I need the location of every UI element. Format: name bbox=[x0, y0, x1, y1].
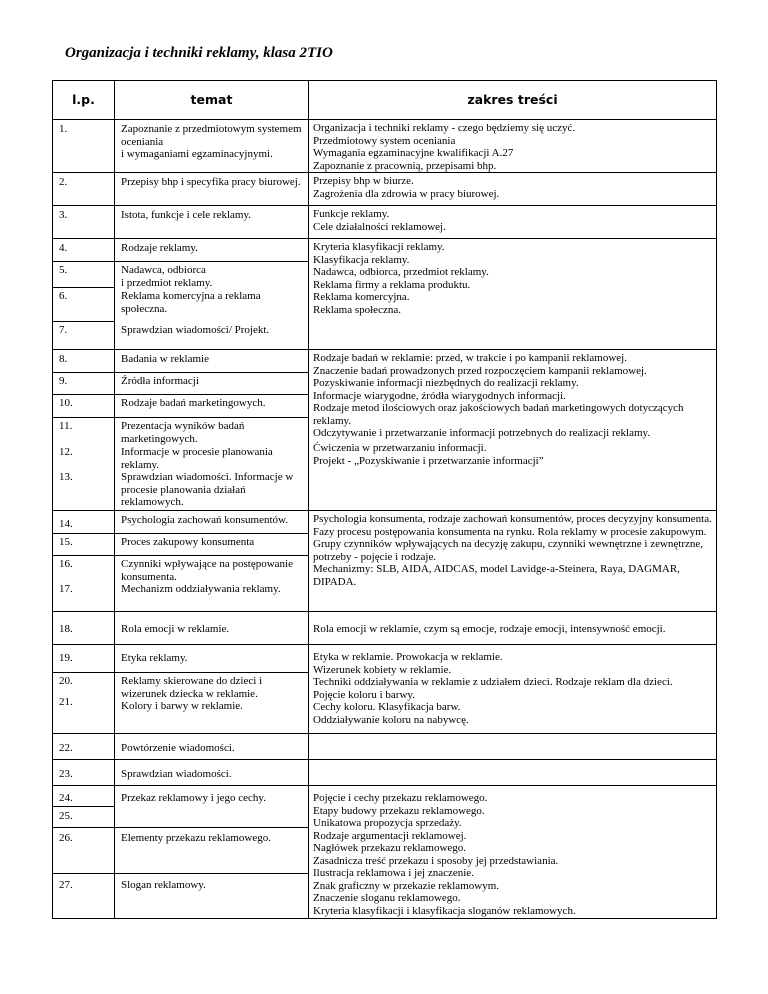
lp-cell: 14. bbox=[59, 518, 73, 530]
header-lp: l.p. bbox=[53, 81, 115, 120]
document-title: Organizacja i techniki reklamy, klasa 2TIO bbox=[65, 45, 333, 61]
table-row bbox=[53, 173, 717, 206]
temat-cell: Reklamy skierowane do dzieci i wizerunek dziecka w reklamie. bbox=[121, 675, 263, 700]
lp-cell: 23. bbox=[53, 760, 115, 786]
lp-cell: 11. bbox=[59, 420, 73, 432]
lp-cell: 17. bbox=[59, 583, 73, 595]
table-row bbox=[53, 206, 717, 239]
temat-cell: Czynniki wpływające na postępowanie konsumenta. bbox=[121, 558, 293, 583]
temat-cell: Źródła informacji bbox=[121, 375, 199, 387]
header-zakres: zakres treści bbox=[309, 81, 717, 120]
lp-cell: 6. bbox=[59, 290, 68, 302]
temat-cell: Rodzaje badań marketingowych. bbox=[121, 397, 266, 409]
lp-cell: 22. bbox=[53, 734, 115, 760]
lp-cell: 20. bbox=[59, 675, 73, 687]
temat-cell: Slogan reklamowy. bbox=[121, 879, 206, 891]
zakres-cell: Rola emocji w reklamie, czym są emocje, rodzaje emocji, intensywność emocji. bbox=[309, 612, 717, 645]
temat-cell: Rola emocji w reklamie. bbox=[115, 612, 309, 645]
header-row bbox=[53, 81, 717, 120]
lp-cell: 3. bbox=[53, 206, 115, 239]
zakres-cell bbox=[309, 760, 717, 786]
lp-cell: 4. bbox=[59, 242, 68, 254]
lp-cell: 26. bbox=[59, 832, 73, 844]
lp-cell: 7. bbox=[59, 324, 68, 336]
lp-cell: 1. bbox=[53, 120, 115, 173]
table-row-group bbox=[53, 511, 717, 612]
temat-cell: Przekaz reklamowy i jego cechy. bbox=[121, 792, 266, 804]
lp-cell: 13. bbox=[59, 471, 73, 483]
zakres-cell: Ćwiczenia w przetwarzaniu informacji. Projekt - „Pozyskiwanie i przetwarzanie informacji” bbox=[313, 442, 544, 467]
lp-cell: 2. bbox=[53, 173, 115, 206]
zakres-cell: Pojęcie i cechy przekazu reklamowego. Etapy budowy przekazu reklamowego. Unikatowa propozycja sprzedaży. Rodzaje argumentacji reklamowej. Nagłówek przekazu reklamowego. Zasadnicza treść przekazu i sposoby jej przedstawiania. Ilustracja reklamowa i jej znaczenie. Znak graficzny w przekazie reklamowym. Znaczenie sloganu reklamowego. Kryteria klasyfikacji i klasyfikacja sloganów reklamowych. bbox=[309, 786, 717, 919]
table-row-group bbox=[53, 239, 717, 350]
temat-cell: Kolory i barwy w reklamie. bbox=[121, 700, 243, 712]
temat-cell: Prezentacja wyników badań marketingowych. bbox=[121, 420, 245, 445]
lesson-plan-table bbox=[52, 80, 717, 919]
zakres-cell: Rodzaje badań w reklamie: przed, w trakcie i po kampanii reklamowej. Znaczenie badań prowadzonych przed rozpoczęciem kampanii reklamowej. Pozyskiwanie informacji niezbędnych do realizacji reklamy. Informacje wiarygodne, źródła wiarygodnych informacji. Rodzaje metod ilościowych oraz jakościowych badań marketingowych dotyczących reklamy. Odczytywanie i przetwarzanie informacji potrzebnych do realizacji reklamy. bbox=[313, 352, 684, 439]
temat-cell: Badania w reklamie bbox=[121, 353, 209, 365]
header-temat: temat bbox=[115, 81, 309, 120]
table-row bbox=[53, 760, 717, 786]
temat-cell: Etyka reklamy. bbox=[121, 652, 188, 664]
temat-cell: Sprawdzian wiadomości/ Projekt. bbox=[121, 324, 270, 336]
temat-cell: Przepisy bhp i specyfika pracy biurowej. bbox=[115, 173, 309, 206]
table-row-group bbox=[53, 645, 717, 734]
temat-cell: Nadawca, odbiorca i przedmiot reklamy. bbox=[121, 264, 213, 289]
zakres-cell: Funkcje reklamy. Cele działalności reklamowej. bbox=[309, 206, 717, 239]
temat-cell: Powtórzenie wiadomości. bbox=[115, 734, 309, 760]
lp-cell: 9. bbox=[59, 375, 68, 387]
lp-cell: 27. bbox=[59, 879, 73, 891]
lp-cell: 19. bbox=[59, 652, 73, 664]
zakres-cell: Kryteria klasyfikacji reklamy. Klasyfikacja reklamy. Nadawca, odbiorca, przedmiot reklamy. Reklama firmy a reklama produktu. Reklama komercyjna. Reklama społeczna. bbox=[309, 239, 717, 350]
lp-cell: 25. bbox=[59, 810, 73, 822]
temat-cell: Reklama komercyjna a reklama społeczna. bbox=[121, 290, 261, 315]
temat-cell: Mechanizm oddziaływania reklamy. bbox=[121, 583, 281, 595]
lp-cell: 5. bbox=[59, 264, 68, 276]
temat-cell: Rodzaje reklamy. bbox=[121, 242, 198, 254]
table-row bbox=[53, 612, 717, 645]
lp-cell: 10. bbox=[59, 397, 73, 409]
table-row bbox=[53, 120, 717, 173]
table-row-group bbox=[53, 350, 717, 511]
zakres-cell bbox=[309, 734, 717, 760]
zakres-cell: Przepisy bhp w biurze. Zagrożenia dla zdrowia w pracy biurowej. bbox=[309, 173, 717, 206]
zakres-cell: Organizacja i techniki reklamy - czego będziemy się uczyć. Przedmiotowy system oceniania Wymagania egzaminacyjne kwalifikacji A.27 Zapoznanie z pracownią, przepisami bhp. bbox=[309, 120, 717, 173]
temat-cell: Proces zakupowy konsumenta bbox=[121, 536, 255, 548]
lp-cell: 8. bbox=[59, 353, 68, 365]
lp-cell: 12. bbox=[59, 446, 73, 458]
lp-cell: 18. bbox=[53, 612, 115, 645]
temat-cell: Elementy przekazu reklamowego. bbox=[121, 832, 271, 844]
table-row-group bbox=[53, 786, 717, 919]
temat-cell: Zapoznanie z przedmiotowym systemem oceniania i wymaganiami egzaminacyjnymi. bbox=[115, 120, 309, 173]
temat-cell: Informacje w procesie planowania reklamy. bbox=[121, 446, 273, 471]
temat-cell: Sprawdzian wiadomości. bbox=[115, 760, 309, 786]
lp-cell: 21. bbox=[59, 696, 73, 708]
lp-cell: 15. bbox=[59, 536, 73, 548]
zakres-cell: Psychologia konsumenta, rodzaje zachowań konsumentów, proces decyzyjny konsumenta. Fazy procesu postępowania konsumenta na rynku. Rola reklamy w procesie zakupowym. Grupy czynników wpływających na decyzję zakupu, czynniki wewnętrzne i zewnętrzne, potrzeby - pojęcie i rodzaje. Mechanizmy: SLB, AIDA, AIDCAS, model Lavidge-a-Steinera, Raya, DAGMAR, DIPADA. bbox=[309, 511, 717, 612]
table-row bbox=[53, 734, 717, 760]
temat-cell: Istota, funkcje i cele reklamy. bbox=[115, 206, 309, 239]
temat-cell: Sprawdzian wiadomości. Informacje w procesie planowania działań reklamowych. bbox=[121, 471, 294, 508]
lp-cell: 24. bbox=[59, 792, 73, 804]
zakres-cell: Etyka w reklamie. Prowokacja w reklamie. Wizerunek kobiety w reklamie. Techniki oddziaływania w reklamie z udziałem dzieci. Rodzaje reklam dla dzieci. Pojęcie koloru i barwy. Cechy koloru. Klasyfikacja barw. Oddziaływanie koloru na nabywcę. bbox=[309, 645, 717, 734]
temat-cell: Psychologia zachowań konsumentów. bbox=[121, 514, 289, 526]
lp-cell: 16. bbox=[59, 558, 73, 570]
